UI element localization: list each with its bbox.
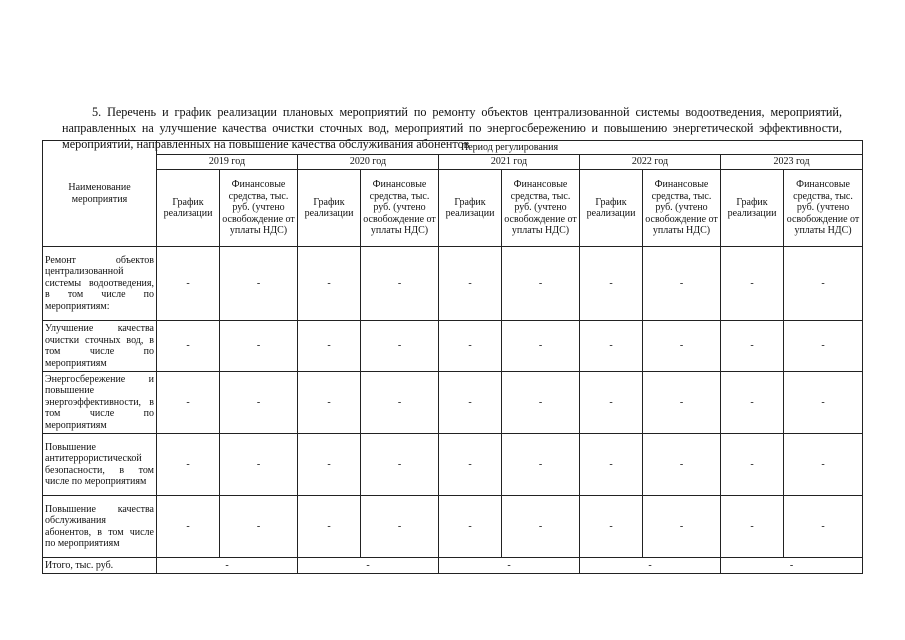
table-cell: -	[220, 372, 298, 434]
table-cell: -	[643, 321, 721, 372]
table-row	[43, 321, 863, 372]
period-header: Период регулирования	[157, 141, 863, 155]
table-cell: -	[502, 496, 580, 558]
year-header: 2020 год	[298, 155, 439, 170]
subheader-row	[43, 170, 863, 247]
table-row	[43, 434, 863, 496]
table-cell: -	[784, 372, 863, 434]
total-cell: -	[580, 558, 721, 574]
table-cell: -	[580, 372, 643, 434]
table-cell: -	[361, 247, 439, 321]
table-cell: -	[784, 321, 863, 372]
finance-header: Финансовые средства, тыс. руб. (учтено освобождение от уплаты НДС)	[643, 170, 721, 247]
year-header: 2022 год	[580, 155, 721, 170]
table-cell: -	[298, 434, 361, 496]
table-cell: -	[580, 496, 643, 558]
plan-table	[42, 140, 863, 574]
table-cell: -	[157, 372, 220, 434]
row-name: Повышение антитеррористической безопасности, в том числе по мероприятиям	[43, 434, 157, 496]
table-cell: -	[721, 372, 784, 434]
table-cell: -	[580, 247, 643, 321]
name-column-header: Наименование мероприятия	[43, 141, 157, 247]
finance-header: Финансовые средства, тыс. руб. (учтено освобождение от уплаты НДС)	[361, 170, 439, 247]
finance-header: Финансовые средства, тыс. руб. (учтено освобождение от уплаты НДС)	[784, 170, 863, 247]
total-cell: -	[298, 558, 439, 574]
table-cell: -	[157, 321, 220, 372]
table-cell: -	[361, 372, 439, 434]
table-cell: -	[439, 321, 502, 372]
table-cell: -	[298, 247, 361, 321]
table-cell: -	[580, 321, 643, 372]
table-cell: -	[298, 496, 361, 558]
table-cell: -	[643, 247, 721, 321]
year-header: 2023 год	[721, 155, 863, 170]
table-cell: -	[220, 247, 298, 321]
table-cell: -	[157, 496, 220, 558]
section-heading: 5. Перечень и график реализации плановых мероприятий по ремонту объектов централизованной системы водоотведения, мероприятий, направленных на улучшение качества очистки сточных вод, мероприятий по энергосбережению и повышению энергетической эффективности, мероприятий, направленных на повышение качества обслуживания абонентов	[62, 105, 842, 152]
table-cell: -	[721, 247, 784, 321]
table-cell: -	[643, 434, 721, 496]
table-cell: -	[643, 372, 721, 434]
year-header-row	[43, 155, 863, 170]
schedule-header: График реализации	[439, 170, 502, 247]
schedule-header: График реализации	[298, 170, 361, 247]
schedule-header: График реализации	[157, 170, 220, 247]
table-row	[43, 372, 863, 434]
row-name: Ремонт объектов централизованной системы водоотведения, в том числе по мероприятиям:	[43, 247, 157, 321]
table-cell: -	[502, 434, 580, 496]
row-name: Энергосбережение и повышение энергоэффективности, в том числе по мероприятиям	[43, 372, 157, 434]
table-cell: -	[784, 434, 863, 496]
table-cell: -	[580, 434, 643, 496]
table-cell: -	[502, 372, 580, 434]
table-cell: -	[721, 434, 784, 496]
table-cell: -	[784, 247, 863, 321]
table-row	[43, 496, 863, 558]
table-cell: -	[298, 372, 361, 434]
table-cell: -	[361, 496, 439, 558]
year-header: 2021 год	[439, 155, 580, 170]
total-label: Итого, тыс. руб.	[43, 558, 157, 574]
table-cell: -	[220, 321, 298, 372]
total-cell: -	[157, 558, 298, 574]
table-cell: -	[157, 434, 220, 496]
table-cell: -	[361, 434, 439, 496]
year-header: 2019 год	[157, 155, 298, 170]
table-cell: -	[439, 247, 502, 321]
row-name: Улучшение качества очистки сточных вод, в том числе по мероприятиям	[43, 321, 157, 372]
table-cell: -	[220, 434, 298, 496]
table-cell: -	[298, 321, 361, 372]
row-name: Повышение качества обслуживания абонентов, в том числе по мероприятиям	[43, 496, 157, 558]
table-cell: -	[721, 321, 784, 372]
total-cell: -	[721, 558, 863, 574]
table-row	[43, 247, 863, 321]
table-cell: -	[220, 496, 298, 558]
finance-header: Финансовые средства, тыс. руб. (учтено освобождение от уплаты НДС)	[502, 170, 580, 247]
table-cell: -	[157, 247, 220, 321]
table-cell: -	[439, 434, 502, 496]
table-cell: -	[361, 321, 439, 372]
schedule-header: График реализации	[721, 170, 784, 247]
table-cell: -	[439, 496, 502, 558]
period-header-row	[43, 141, 863, 155]
table-cell: -	[784, 496, 863, 558]
table-cell: -	[502, 321, 580, 372]
table-cell: -	[439, 372, 502, 434]
schedule-header: График реализации	[580, 170, 643, 247]
table-cell: -	[721, 496, 784, 558]
table-cell: -	[502, 247, 580, 321]
total-cell: -	[439, 558, 580, 574]
total-row	[43, 558, 863, 574]
table-cell: -	[643, 496, 721, 558]
finance-header: Финансовые средства, тыс. руб. (учтено освобождение от уплаты НДС)	[220, 170, 298, 247]
